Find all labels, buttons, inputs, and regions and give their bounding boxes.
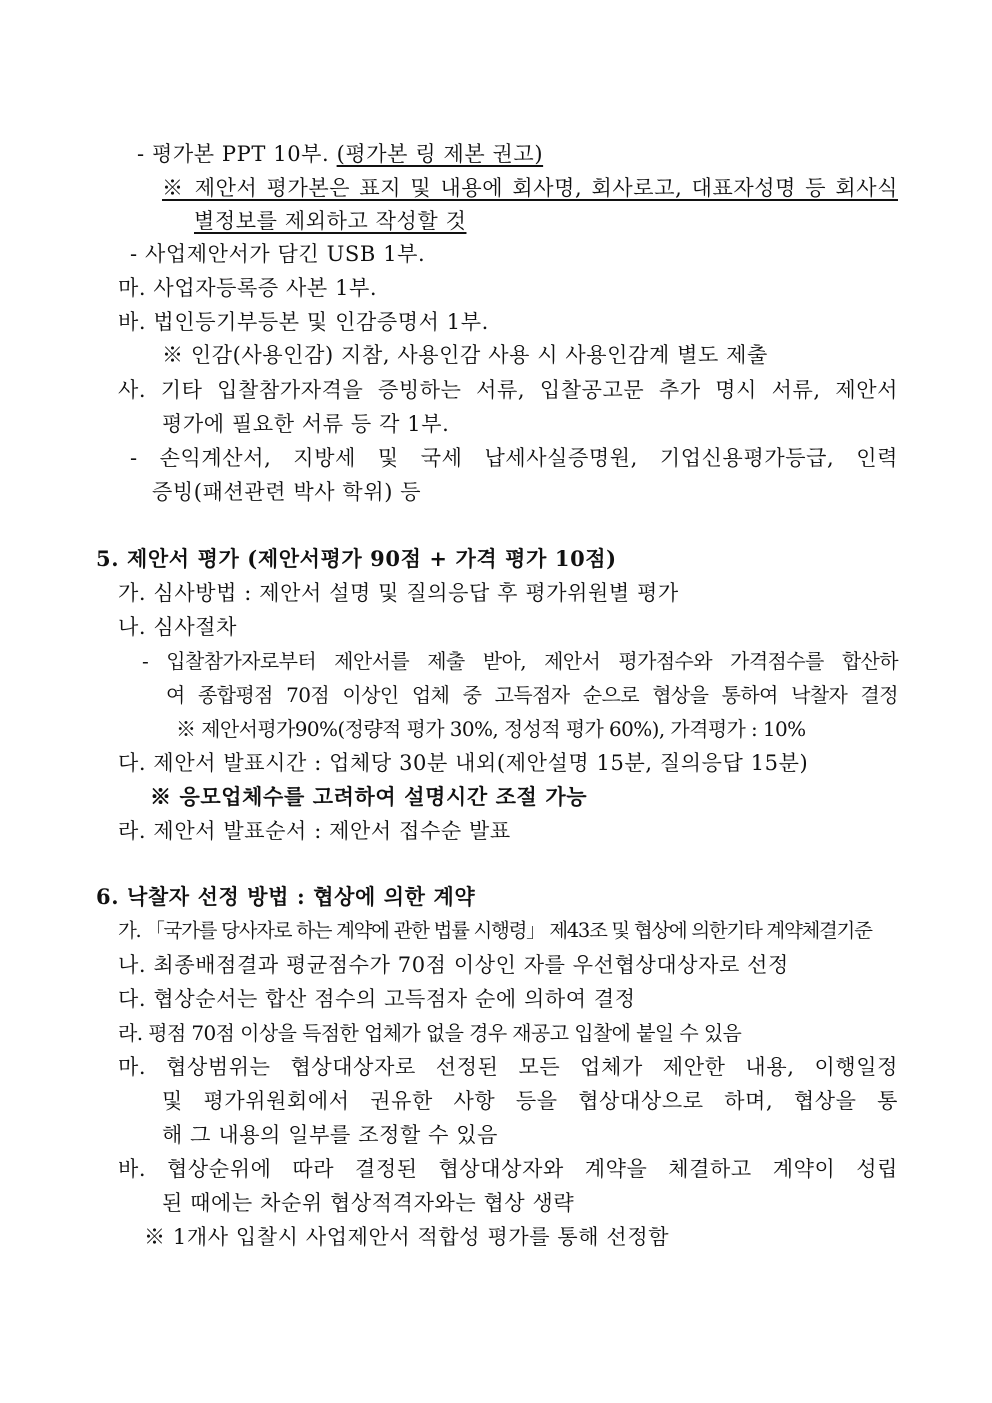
item-sa-line2: 평가에 필요한 서류 등 각 1부. bbox=[162, 412, 450, 436]
section6-item-ra: 라. 평점 70점 이상을 득점한 업체가 없을 경우 재공고 입찰에 붙일 수 있음 bbox=[118, 1021, 742, 1045]
seal-note: ※ 인감(사용인감) 지참, 사용인감 사용 시 사용인감계 별도 제출 bbox=[162, 343, 768, 367]
section5-da-note: ※ 응모업체수를 고려하여 설명시간 조절 가능 bbox=[150, 784, 588, 809]
item-ma-business-registration: 마. 사업자등록증 사본 1부. bbox=[118, 276, 378, 300]
ppt-copies-line bbox=[137, 141, 543, 167]
item-sa-line1: 사. 기타 입찰참가자격을 증빙하는 서류, 입찰공고문 추가 명시 서류, 제안서 bbox=[118, 378, 898, 402]
section5-na-sub-line2: 여 종합평점 70점 이상인 업체 중 고득점자 순으로 협상을 통하여 낙찰자 결정 bbox=[166, 683, 898, 707]
section5-title: 5. 제안서 평가 (제안서평가 90점 + 가격 평가 10점) bbox=[96, 546, 617, 571]
section5-score-note: ※ 제안서평가90%(정량적 평가 30%, 정성적 평가 60%), 가격평가 : 10% bbox=[176, 717, 806, 741]
evaluation-copy-note-line1: ※ 제안서 평가본은 표지 및 내용에 회사명, 회사로고, 대표자성명 등 회사식 bbox=[162, 176, 898, 200]
section6-item-da: 다. 협상순서는 합산 점수의 고득점자 순에 의하여 결정 bbox=[118, 987, 636, 1011]
section5-item-da: 다. 제안서 발표시간 : 업체당 30분 내외(제안설명 15분, 질의응답 15분) bbox=[118, 751, 809, 775]
item-sa-sub-line2: 증빙(패션관련 박사 학위) 등 bbox=[152, 480, 422, 504]
binding-recommendation: (평가본 링 제본 권고) bbox=[336, 142, 544, 166]
section6-item-ba-line2: 된 때에는 차순위 협상적격자와는 협상 생략 bbox=[162, 1191, 575, 1215]
item-ba-corporate-registry: 바. 법인등기부등본 및 인감증명서 1부. bbox=[118, 310, 489, 334]
section6-item-ma-line2: 및 평가위원회에서 권유한 사항 등을 협상대상으로 하며, 협상을 통 bbox=[162, 1089, 898, 1113]
section6-item-ga: 가. 「국가를 당사자로 하는 계약에 관한 법률 시행령」 제43조 및 협상에 의한기타 계약체결기준 bbox=[118, 919, 872, 942]
ppt-copies-text: - 평가본 PPT 10부. bbox=[137, 142, 337, 166]
evaluation-copy-note-line2: 별정보를 제외하고 작성할 것 bbox=[194, 209, 467, 233]
section5-item-ga: 가. 심사방법 : 제안서 설명 및 질의응답 후 평가위원별 평가 bbox=[118, 581, 679, 605]
item-sa-sub-line1: - 손익계산서, 지방세 및 국세 납세사실증명원, 기업신용평가등급, 인력 bbox=[130, 446, 898, 470]
section5-item-na: 나. 심사절차 bbox=[118, 615, 237, 639]
section6-final-note: ※ 1개사 입찰시 사업제안서 적합성 평가를 통해 선정함 bbox=[144, 1225, 670, 1249]
section6-item-ba-line1: 바. 협상순위에 따라 결정된 협상대상자와 계약을 체결하고 계약이 성립 bbox=[118, 1157, 898, 1181]
section6-item-ma-line3: 해 그 내용의 일부를 조정할 수 있음 bbox=[162, 1123, 499, 1147]
section5-item-ra: 라. 제안서 발표순서 : 제안서 접수순 발표 bbox=[118, 819, 511, 843]
usb-line: - 사업제안서가 담긴 USB 1부. bbox=[130, 242, 426, 266]
section6-item-na: 나. 최종배점결과 평균점수가 70점 이상인 자를 우선협상대상자로 선정 bbox=[118, 953, 789, 977]
section6-item-ma-line1: 마. 협상범위는 협상대상자로 선정된 모든 업체가 제안한 내용, 이행일정 bbox=[118, 1055, 898, 1079]
section5-na-sub-line1: - 입찰참가자로부터 제안서를 제출 받아, 제안서 평가점수와 가격점수를 합산하 bbox=[142, 649, 898, 673]
section6-title: 6. 낙찰자 선정 방법 : 협상에 의한 계약 bbox=[96, 884, 476, 909]
